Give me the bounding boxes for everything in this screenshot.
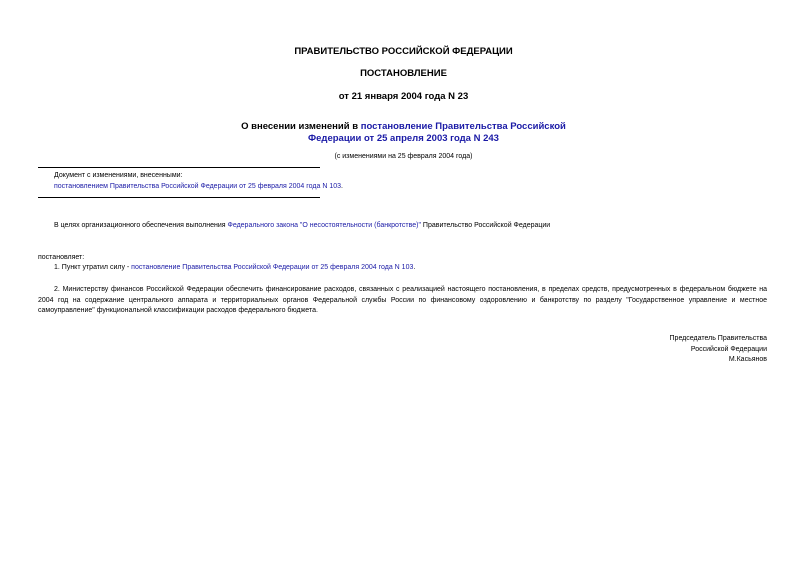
federal-law-link[interactable]: Федерального закона "О несостоятельности (банкротстве)"	[227, 222, 421, 229]
government-heading: ПРАВИТЕЛЬСТВО РОССИЙСКОЙ ФЕДЕРАЦИИ	[294, 46, 513, 57]
title-prefix: О внесении изменений в	[241, 121, 361, 132]
intro-after: Правительство Российской Федерации	[420, 222, 551, 229]
title-link-line1[interactable]: постановление Правительства Российской	[360, 121, 566, 132]
divider-bottom	[38, 197, 320, 198]
item-2: 2. Министерству финансов Российской Федерации обеспечить финансирование расходов, связанных с реализацией настоящего постановления, в пределах средств, предусмотренных в федеральном бюджете на 2004 год на содержание центрального аппарата и территориальных органов Федеральной службы России по финансовому оздоровлению и банкротству по разделу "Государственное управление и местное самоуправление" функциональной классификации расходов федерального бюджета.	[38, 286, 767, 314]
item-1-after: .	[413, 264, 416, 271]
amendments-label: Документ с изменениями, внесенными:	[54, 172, 183, 179]
signature-position: Председатель Правительства	[669, 335, 767, 342]
amendments-line	[54, 183, 343, 190]
title-link-line2[interactable]: Федерации от 25 апреля 2003 года N 243	[308, 133, 499, 144]
date-number-heading: от 21 января 2004 года N 23	[338, 91, 469, 102]
divider-top	[38, 167, 320, 168]
intro-before: В целях организационного обеспечения выполнения	[54, 222, 228, 229]
amendment-suffix: .	[341, 183, 343, 190]
item-1	[54, 264, 415, 271]
item-1-before: 1. Пункт утратил силу -	[54, 264, 132, 271]
signature-organization: Российской Федерации	[690, 346, 767, 353]
item-1-link[interactable]: постановление Правительства Российской Федерации от 25 февраля 2004 года N 103	[131, 264, 414, 271]
document-title	[0, 121, 807, 145]
intro-paragraph	[54, 222, 550, 229]
amendment-link[interactable]: постановлением Правительства Российской Федерации от 25 февраля 2004 года N 103	[54, 183, 341, 190]
revision-note: (с изменениями на 25 февраля 2004 года)	[334, 153, 473, 160]
signature-name: М.Касьянов	[728, 356, 767, 363]
decree-word: постановляет:	[38, 254, 85, 261]
document-type-heading: ПОСТАНОВЛЕНИЕ	[360, 68, 447, 79]
